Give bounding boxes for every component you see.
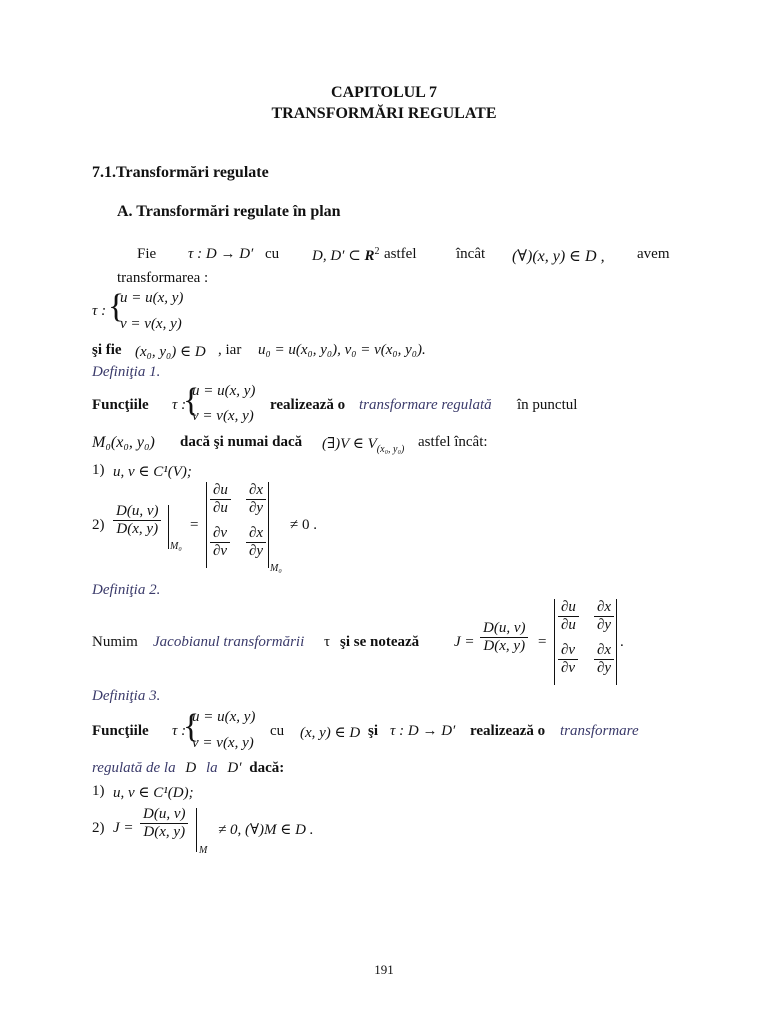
def2-numim: Numim bbox=[92, 634, 138, 650]
def1-M0: M₀(x₀, y₀) bbox=[92, 434, 155, 451]
def1-eval-sub: M₀ bbox=[170, 541, 182, 552]
def2-tau: τ bbox=[324, 634, 331, 650]
def3-eval-bar bbox=[196, 808, 197, 852]
def1-brace: { bbox=[183, 382, 200, 419]
def3-point: (x, y) ∈ D bbox=[300, 725, 361, 741]
u0-v0: u₀ = u(x₀, y₀), v₀ = v(x₀, y₀). bbox=[258, 342, 426, 358]
def3-map: τ : D → D′ bbox=[390, 723, 456, 739]
intro-cu: cu bbox=[265, 246, 280, 262]
def3-cond2-prefix: 2) bbox=[92, 820, 105, 836]
def1-line2: v = v(x, y) bbox=[192, 408, 254, 424]
intro-forall: (∀)(x, y) ∈ D , bbox=[512, 248, 605, 265]
def2-det-cell-r1c2: $\frac{\partial x}{\partial y}$ bbox=[594, 599, 614, 634]
def2-det-cell-r2c1: $\frac{\partial v}{\partial v}$ bbox=[558, 642, 578, 677]
def1-label: Definiţia 1. bbox=[92, 364, 161, 380]
def2-equals: = bbox=[538, 634, 547, 650]
def1-det-left-bar bbox=[206, 482, 207, 568]
iar: , iar bbox=[218, 342, 242, 358]
def1-transformare-regulata: transformare regulată bbox=[359, 397, 492, 413]
chapter-label: CAPITOLUL 7 bbox=[331, 84, 437, 101]
def1-neq0: ≠ 0 . bbox=[290, 517, 317, 533]
def1-tau: τ : bbox=[172, 397, 187, 413]
def3-line2: v = v(x, y) bbox=[192, 735, 254, 751]
def3-realizeaza: realizează o bbox=[470, 723, 546, 739]
def3-transformare: transformare bbox=[560, 723, 639, 739]
section-title: 7.1.Transformări regulate bbox=[92, 164, 269, 181]
def1-astfel-incat: astfel încât: bbox=[418, 434, 488, 450]
intro-tau-map: τ : D → D′ bbox=[188, 246, 254, 262]
def3-line-2: regulată de la D la D′ dacă: bbox=[92, 760, 285, 776]
def3-eval-sub: M bbox=[199, 845, 208, 856]
def1-cond1: u, v ∈ C¹(V); bbox=[113, 464, 192, 480]
def1-functiile: Funcţiile bbox=[92, 397, 149, 413]
def2-det-cell-r2c2: $\frac{\partial x}{\partial y}$ bbox=[594, 642, 614, 677]
def1-cond1-prefix: 1) bbox=[92, 462, 105, 478]
def1-in-punctul: în punctul bbox=[517, 397, 578, 413]
def3-cond1-prefix: 1) bbox=[92, 783, 105, 799]
def3-J: J = bbox=[113, 820, 134, 836]
def2-jacobianul: Jacobianul transformării bbox=[153, 634, 305, 650]
def2-se-noteaza: şi se notează bbox=[340, 634, 420, 650]
def1-exists: (∃)V ∈ $V_{(x_0, y_0)}$ bbox=[322, 436, 405, 455]
def1-realizeaza: realizează o bbox=[270, 397, 346, 413]
intro-sets: D, D′ ⊂ $R^2$ bbox=[312, 246, 380, 264]
def2-label: Definiţia 2. bbox=[92, 582, 161, 598]
intro-transformarea: transformarea : bbox=[117, 270, 209, 286]
intro-incat: încât bbox=[456, 246, 486, 262]
def1-eval-bar bbox=[168, 505, 169, 549]
def1-det-cell-r1c2: $\frac{\partial x}{\partial y}$ bbox=[246, 482, 266, 517]
def2-det-right-bar bbox=[616, 599, 617, 685]
chapter-title: TRANSFORMĂRI REGULATE bbox=[271, 105, 497, 122]
def3-cond1: u, v ∈ C¹(D); bbox=[113, 785, 194, 801]
def1-det-cell-r1c1: $\frac{\partial u}{\partial u}$ bbox=[210, 482, 231, 517]
page-number: 191 bbox=[374, 962, 394, 977]
def3-brace: { bbox=[183, 708, 200, 745]
def3-line1: u = u(x, y) bbox=[192, 709, 256, 725]
def1-det-right-bar bbox=[268, 482, 269, 568]
point-x0y0: (x₀, y₀) ∈ D bbox=[135, 344, 206, 360]
def1-line1: u = u(x, y) bbox=[192, 383, 256, 399]
system-tau: τ : bbox=[92, 303, 107, 319]
def3-fraction: $\frac{D(u, v)}{D(x, y)}$ bbox=[140, 806, 188, 841]
si-fie: şi fie bbox=[92, 342, 122, 358]
def2-det-cell-r1c1: $\frac{\partial u}{\partial u}$ bbox=[558, 599, 579, 634]
def1-det-cell-r2c2: $\frac{\partial x}{\partial y}$ bbox=[246, 525, 266, 560]
def2-fraction: $\frac{D(u, v)}{D(x, y)}$ bbox=[480, 620, 528, 655]
intro-fie: Fie bbox=[137, 246, 157, 262]
def1-fraction: $\frac{D(u, v)}{D(x, y)}$ bbox=[113, 503, 161, 538]
subsection-title: A. Transformări regulate în plan bbox=[117, 203, 341, 220]
system-line1: u = u(x, y) bbox=[120, 290, 184, 306]
intro-astfel: astfel bbox=[384, 246, 417, 262]
def2-dot: . bbox=[620, 634, 624, 650]
def1-det-sub: M₀ bbox=[270, 563, 282, 574]
def3-label: Definiţia 3. bbox=[92, 688, 161, 704]
def1-cond2-prefix: 2) bbox=[92, 517, 105, 533]
system-line2: v = v(x, y) bbox=[120, 316, 182, 332]
def2-det-left-bar bbox=[554, 599, 555, 685]
def1-daca-numai: dacă şi numai dacă bbox=[180, 434, 303, 450]
system-brace: { bbox=[108, 288, 125, 325]
def1-det-cell-r2c1: $\frac{\partial v}{\partial v}$ bbox=[210, 525, 230, 560]
def3-tail: ≠ 0, (∀)M ∈ D . bbox=[218, 822, 314, 838]
def1-equals: = bbox=[190, 517, 199, 533]
intro-avem: avem bbox=[637, 246, 670, 262]
def3-functiile: Funcţiile bbox=[92, 723, 149, 739]
def3-si: şi bbox=[368, 723, 379, 739]
def3-cu: cu bbox=[270, 723, 285, 739]
def2-J: J = bbox=[454, 634, 475, 650]
def3-tau: τ : bbox=[172, 723, 187, 739]
